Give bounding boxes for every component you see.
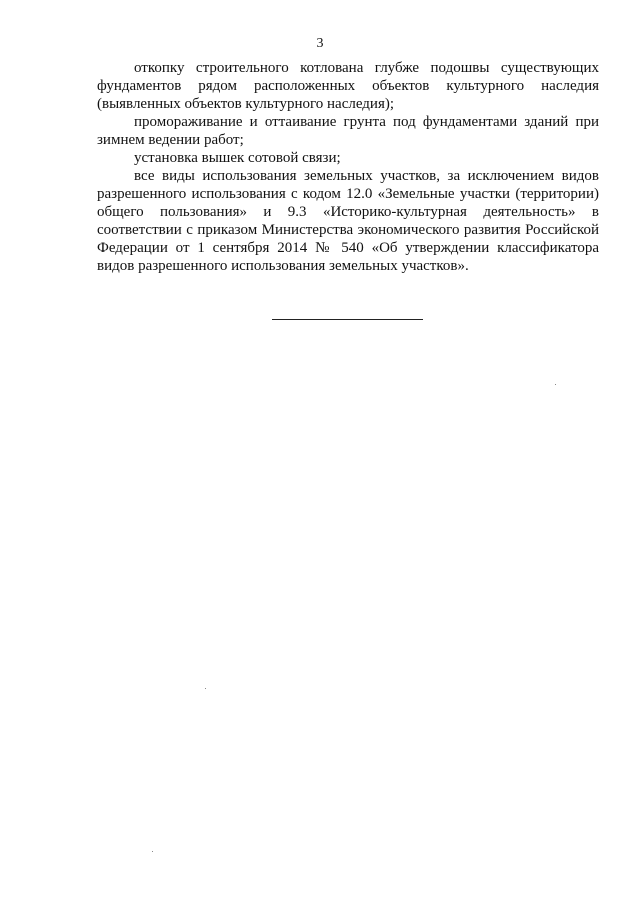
document-body bbox=[97, 59, 599, 275]
end-separator-line bbox=[272, 319, 423, 320]
paragraph-excavation: откопку строительного котлована глубже подошвы существующих фундаментов рядом расположенных объектов культурного наследия (выявленных объектов культурного наследия); bbox=[97, 60, 599, 112]
paragraph-soil-freezing: промораживание и оттаивание грунта под фундаментами зданий при зимнем ведении работ; bbox=[97, 114, 599, 148]
paragraph-land-use: все виды использования земельных участков, за исключением видов разрешенного использования с кодом 12.0 «Земельные участки (территории) общего пользования» и 9.3 «Историко-культурная деятельность» в соответствии с приказом Министерства экономического развития Российской Федерации от 1 сентября 2014 № 540 «Об утверждении классификатора видов разрешенного использования земельных участков». bbox=[97, 168, 599, 274]
scan-speck bbox=[152, 851, 153, 852]
page-number: 3 bbox=[316, 36, 324, 51]
paragraph-cell-towers: установка вышек сотовой связи; bbox=[134, 150, 341, 166]
scan-speck bbox=[205, 688, 206, 689]
scan-speck bbox=[555, 384, 556, 385]
